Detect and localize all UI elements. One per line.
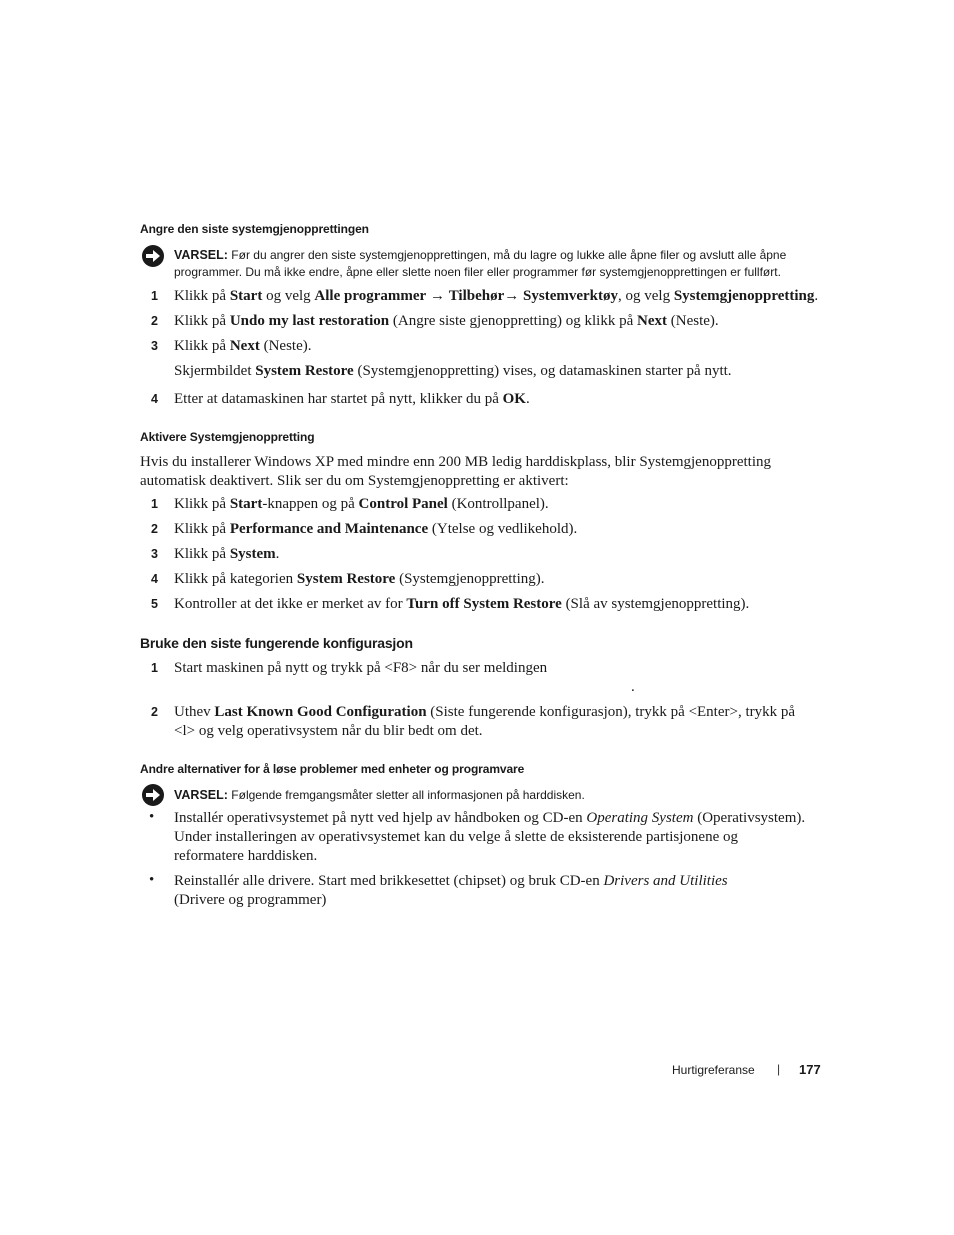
ui-term: Alle programmer: [314, 288, 427, 304]
arrow-glyph: →: [426, 288, 449, 304]
step-text: (Drivere og programmer): [174, 892, 327, 908]
step-text: Kontroller at det ikke er merket av for: [174, 596, 407, 612]
step-number: 3: [151, 339, 158, 353]
arrow-glyph: →: [504, 288, 524, 304]
step-text: Klikk på: [174, 338, 230, 354]
undo-step-3: [174, 337, 824, 356]
step-text: (Neste).: [259, 338, 312, 354]
step-number: 2: [151, 705, 158, 719]
paragraph-line: Hvis du installerer Windows XP med mindre enn 200 MB ledig harddiskplass, blir Systemgjenoppretting: [140, 454, 771, 470]
step-text: Under installeringen av operativsystemet kan du velge å slette de eksisterende partisjonene og: [174, 829, 738, 845]
notice-line-2: programmer. Du må ikke endre, åpne eller slette noen filer eller programmer før systemgjenopprettingen er fullført.: [174, 265, 781, 279]
step-text: (Ytelse og vedlikehold).: [428, 521, 578, 537]
step-text: (Angre siste gjenoppretting) og klikk på: [389, 313, 638, 329]
step-number: 1: [151, 289, 158, 303]
enable-intro-paragraph: [140, 453, 771, 491]
step-text: reformatere harddisken.: [174, 848, 318, 864]
notice-other: [174, 787, 824, 804]
step-text: .: [275, 546, 280, 562]
step-text: Installér operativsystemet på nytt ved hjelp av håndboken og CD-en: [174, 810, 587, 826]
ui-term: Performance and Maintenance: [229, 521, 429, 537]
undo-step-2: [174, 312, 824, 331]
step-text: .: [525, 391, 530, 407]
step-text: <l> og velg operativsystem når du blir bedt om det.: [174, 723, 483, 739]
ui-term: Systemverktøy: [523, 288, 618, 304]
ui-term: Tilbehør: [448, 288, 505, 304]
notice-label: VARSEL:: [174, 788, 228, 802]
step-text: (Siste fungerende konfigurasjon), trykk på <Enter>, trykk på: [426, 704, 796, 720]
ui-term: Control Panel: [358, 496, 448, 512]
step-text: Klikk på: [174, 496, 230, 512]
footer-separator: |: [777, 1062, 781, 1076]
step-text: Reinstallér alle drivere. Start med brikkesettet (chipset) og bruk CD-en: [174, 873, 604, 889]
step-text: Klikk på: [174, 521, 230, 537]
step-text: Klikk på: [174, 546, 230, 562]
notice-arrow-icon: [141, 244, 165, 268]
step-number: 1: [151, 497, 158, 511]
step-text: Klikk på kategorien: [174, 571, 297, 587]
step-text: (Kontrollpanel).: [447, 496, 549, 512]
bullet-reinstall-drivers: [174, 872, 824, 910]
step-text: Start maskinen på nytt og trykk på <F8> når du ser meldingen: [174, 660, 548, 676]
enable-step-4: [174, 570, 824, 589]
bullet-reinstall-os: [174, 809, 824, 866]
ui-term: Systemgjenoppretting: [673, 288, 815, 304]
bullet-marker: •: [149, 809, 155, 825]
step-number: 2: [151, 522, 158, 536]
ui-term: Start: [229, 496, 263, 512]
step-text: -knappen og på: [262, 496, 359, 512]
step-text: (Systemgjenoppretting) vises, og datamaskinen starter på nytt.: [353, 363, 732, 379]
footer-section-name: Hurtigreferanse: [672, 1063, 755, 1077]
media-title: Drivers and Utilities: [603, 873, 728, 889]
step-text: , og velg: [618, 288, 674, 304]
undo-step-4: [174, 390, 824, 409]
step-number: 4: [151, 572, 158, 586]
step-text: Skjermbildet: [174, 363, 256, 379]
step-text: Klikk på: [174, 313, 230, 329]
heading-other-alternatives: Andre alternativer for å løse problemer med enheter og programvare: [140, 762, 525, 776]
undo-step-3-detail: [174, 362, 824, 381]
step-text: Etter at datamaskinen har startet på nytt, klikker du på: [174, 391, 503, 407]
step-number: 4: [151, 392, 158, 406]
undo-step-1: [174, 287, 824, 306]
bullet-marker: •: [149, 872, 155, 888]
ui-term: Turn off System Restore: [406, 596, 562, 612]
ui-term: System Restore: [296, 571, 396, 587]
heading-last-known-good: Bruke den siste fungerende konfigurasjon: [140, 635, 413, 651]
step-text: Klikk på: [174, 288, 230, 304]
notice-line-1: Før du angrer den siste systemgjenopprettingen, må du lagre og lukke alle åpne filer og avslutt alle åpne: [231, 248, 787, 262]
enable-step-1: [174, 495, 824, 514]
lastknown-step-1: [174, 659, 824, 678]
ui-term: Next: [637, 313, 668, 329]
enable-step-2: [174, 520, 824, 539]
step-number: 1: [151, 661, 158, 675]
step-text: .: [814, 288, 819, 304]
step-text: (Neste).: [667, 313, 719, 329]
stray-period: .: [631, 679, 635, 695]
notice-text: Følgende fremgangsmåter sletter all informasjonen på harddisken.: [231, 788, 585, 802]
step-text: Uthev: [174, 704, 215, 720]
step-text: (Systemgjenoppretting).: [395, 571, 545, 587]
notice-arrow-icon: [141, 783, 165, 807]
ui-term: Last Known Good Configuration: [214, 704, 427, 720]
notice-undo: [174, 247, 824, 281]
ui-term: Undo my last restoration: [229, 313, 390, 329]
step-number: 2: [151, 314, 158, 328]
paragraph-line: automatisk deaktivert. Slik ser du om Systemgjenoppretting er aktivert:: [140, 473, 569, 489]
enable-step-5: [174, 595, 824, 614]
ui-term: OK: [502, 391, 526, 407]
notice-label: VARSEL:: [174, 248, 228, 262]
ui-term: System Restore: [255, 363, 354, 379]
media-title: Operating System: [586, 810, 694, 826]
heading-enable-restore: Aktivere Systemgjenoppretting: [140, 430, 315, 444]
step-number: 5: [151, 597, 158, 611]
step-text: og velg: [262, 288, 315, 304]
step-text: (Slå av systemgjenoppretting).: [561, 596, 750, 612]
enable-step-3: [174, 545, 824, 564]
step-number: 3: [151, 547, 158, 561]
ui-term: Next: [229, 338, 260, 354]
lastknown-step-2: [174, 703, 824, 741]
heading-undo-restore: Angre den siste systemgjenopprettingen: [140, 222, 369, 236]
ui-term: System: [229, 546, 276, 562]
step-text: (Operativsystem).: [693, 810, 806, 826]
page-number: 177: [799, 1062, 821, 1077]
ui-term: Start: [229, 288, 263, 304]
